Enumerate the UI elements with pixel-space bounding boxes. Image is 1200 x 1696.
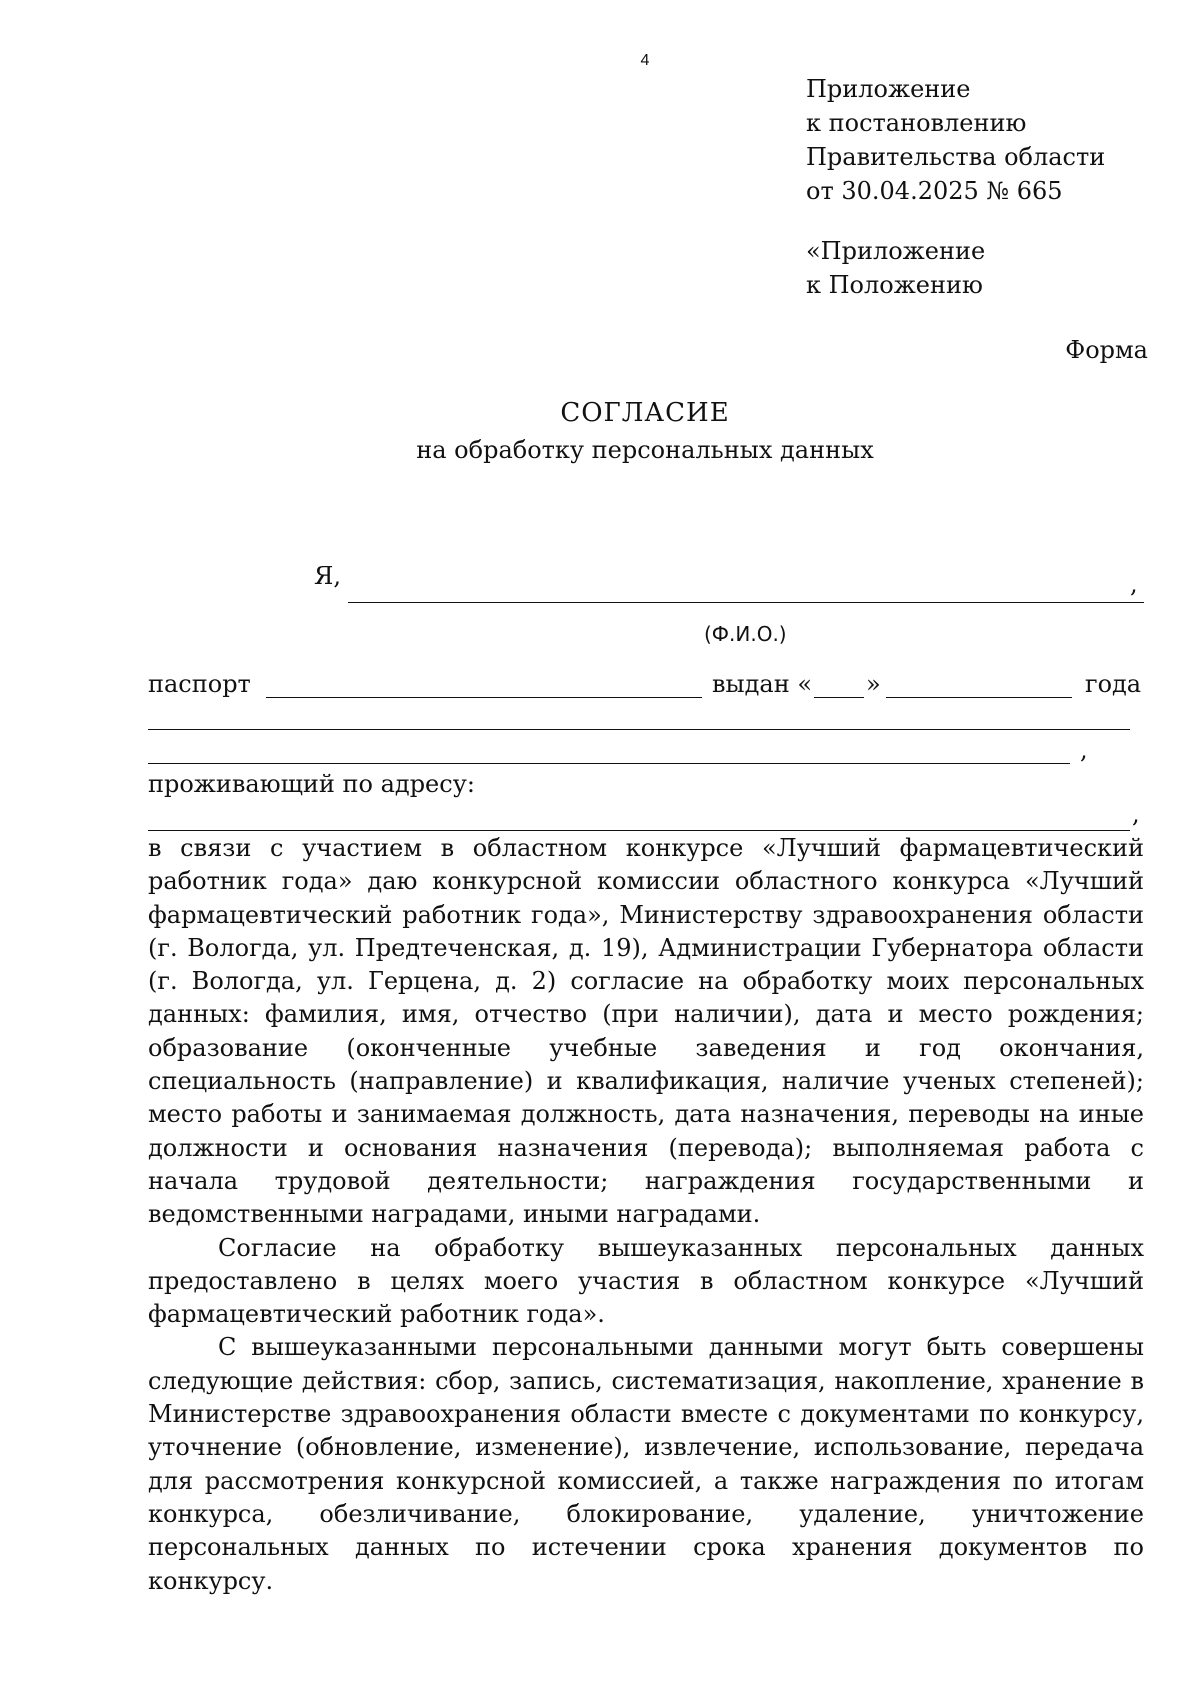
document-subtitle: на обработку персональных данных: [416, 436, 874, 464]
appendix-to-regulation: [806, 234, 985, 302]
appendix-header: [806, 72, 1105, 208]
consent-body: [148, 832, 1144, 1598]
issued-close-quote: »: [866, 670, 881, 698]
appendix-header-line: от 30.04.2025 № 665: [806, 177, 1063, 205]
consent-paragraph: Согласие на обработку вышеуказанных персональных данных предоставлено в целях моего участия в областном конкурсе «Лучший фармацевтический работник года».: [148, 1233, 1144, 1329]
address-comma: ,: [1132, 800, 1140, 828]
appendix-regulation-line: «Приложение: [806, 237, 986, 265]
issued-label: выдан «: [712, 670, 813, 698]
appendix-header-line: Правительства области: [806, 143, 1106, 171]
fio-comma: ,: [1130, 570, 1138, 598]
appendix-regulation-line: к Положению: [806, 271, 983, 299]
form-label: Форма: [1065, 336, 1148, 364]
issued-month-year-line[interactable]: [886, 697, 1072, 698]
issued-by-line[interactable]: [148, 729, 1130, 730]
appendix-header-line: к постановлению: [806, 109, 1027, 137]
issued-by-comma: ,: [1080, 736, 1088, 764]
issued-day-line[interactable]: [814, 697, 864, 698]
address-label: проживающий по адресу:: [148, 770, 475, 798]
consent-paragraph: С вышеуказанными персональными данными могут быть совершены следующие действия: сбор, запись, систематизация, накопление, хранение в Министерстве здравоохранения области вместе с документами по конкурсу, уточнение (обновление, изменение), извлечение, использование, передача для рассмотрения конкурсной комиссией, а также награждения по итогам конкурса, обезличивание, блокирование, удаление, уничтожение персональных данных по истечении срока хранения документов по конкурсу.: [148, 1333, 1144, 1595]
fio-line[interactable]: [348, 602, 1144, 603]
passport-label: паспорт: [148, 670, 251, 698]
page-number: 4: [640, 52, 650, 69]
address-line[interactable]: [148, 830, 1130, 831]
appendix-header-line: Приложение: [806, 75, 971, 103]
consent-paragraph: в связи с участием в областном конкурсе «Лучший фармацевтический работник года» даю конкурсной комиссии областного конкурса «Лучший фармацевтический работник года», Министерству здравоохранения области (г. Вологда, ул. Предтеченская, д. 19), Администрации Губернатора области (г. Вологда, ул. Герцена, д. 2) согласие на обработку моих персональных данных: фамилия, имя, отчество (при наличии), дата и место рождения; образование (оконченные учебные заведения и год окончания, специальность (направление) и квалификация, наличие ученых степеней); место работы и занимаемая должность, дата назначения, переводы на иные должности и основания назначения (перевода); выполняемая работа с начала трудовой деятельности; награждения государственными и ведомственными наградами, иными наградами.: [148, 834, 1144, 1229]
i-label: Я,: [314, 562, 342, 590]
issued-by-line[interactable]: [148, 763, 1070, 764]
fio-caption: (Ф.И.О.): [704, 622, 787, 646]
year-label: года: [1085, 670, 1142, 698]
passport-number-line[interactable]: [266, 697, 702, 698]
document-title: СОГЛАСИЕ: [560, 398, 730, 428]
